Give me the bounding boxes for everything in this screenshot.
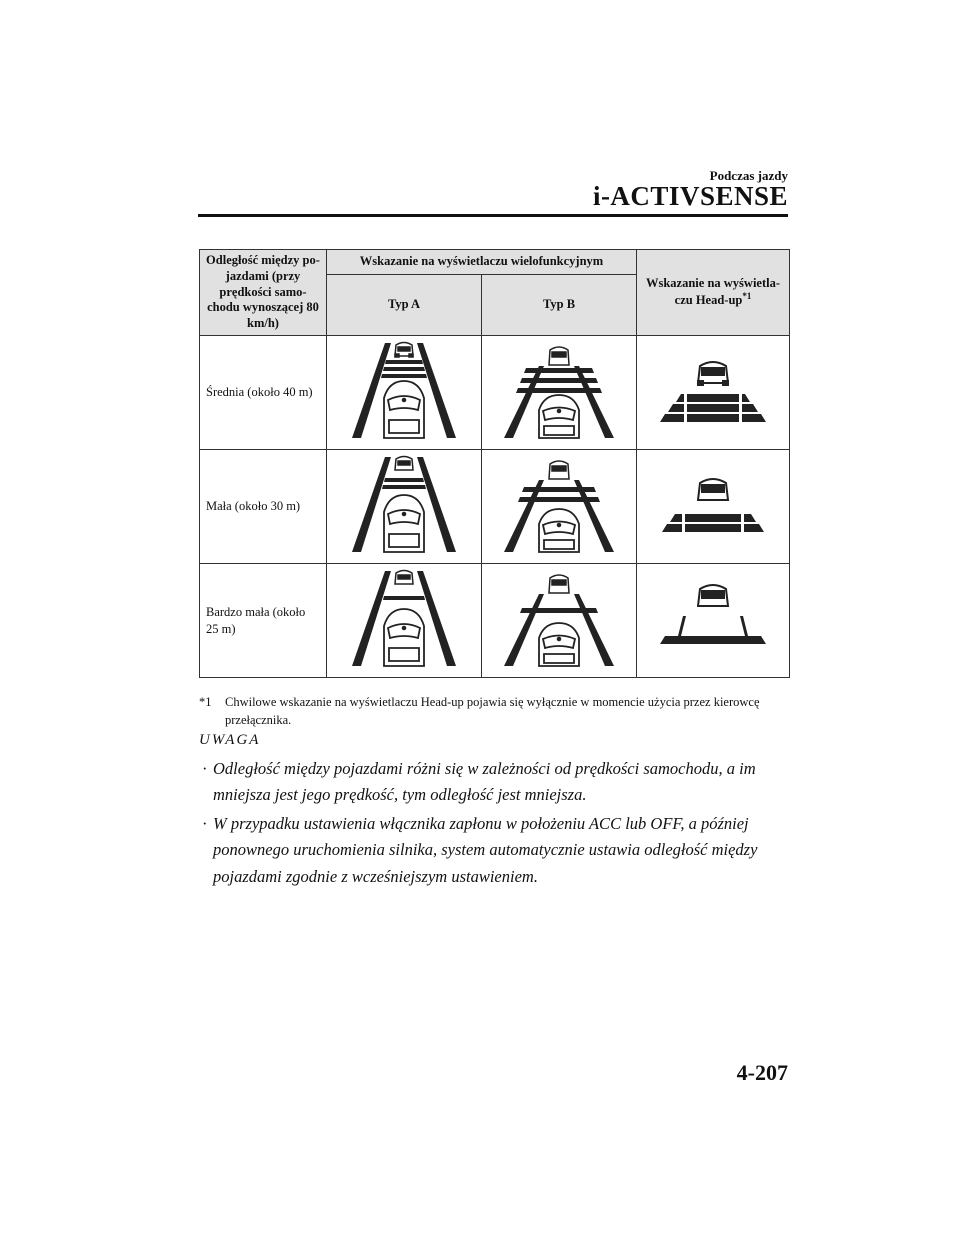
distance-bar-icon [520,608,598,613]
distance-bar-icon [660,616,766,644]
page-number: 4-207 [736,1060,788,1085]
distance-table [199,249,790,678]
car-rear-icon [384,381,424,438]
footnote-mark: *1 [199,695,212,709]
col-header-multi-display: Wskazanie na wyświetlaczu wielofunkcyjnym [327,250,637,275]
table-row [200,336,790,450]
col-header-type-b: Typ B [482,275,637,336]
distance-bar-icon [383,596,425,600]
bullet-icon: · [202,759,208,778]
type-a-display [327,450,482,564]
car-rear-icon [539,395,579,438]
car-icon [395,570,413,584]
distance-bar-icon [662,514,764,532]
table-row [200,564,790,678]
distance-label: Mała (około 30 m) [200,450,327,564]
bullet-icon: · [202,813,208,833]
car-rear-icon [384,609,424,666]
col-header-distance: Odległość między po-jazdami (przy prędkości samo-chodu wynoszącej 80 km/h) [200,250,327,336]
note-text: Odległość między pojazdami różni się w zależności od prędkości samochodu, a im mniejsza jest jego prędkość, tym odległość jest mniejsza. [213,759,756,805]
distance-bar-icon [516,368,602,393]
hud-header-text: Wskazanie na wyświetla-czu Head-up [645,275,781,308]
note-title: UWAGA [199,732,261,748]
note-list [199,756,789,892]
car-icon [698,362,728,385]
car-icon [549,575,569,593]
car-rear-icon [539,509,579,552]
hud-display [637,450,790,564]
car-icon [395,342,413,357]
list-item [199,756,789,809]
note-text: W przypadku ustawienia włącznika zapłonu w położeniu ACC lub OFF, a później ponownego uruchomienia silnika, system automatycznie ustawia odległość między pojazdami zgodnie z wcześniejszym ustawieniem. [213,813,758,886]
distance-bar-icon [518,487,600,502]
distance-bar-icon [382,478,426,489]
distance-bar-icon [381,360,427,378]
type-b-display [482,336,637,450]
car-rear-icon [539,623,579,666]
hud-display [637,564,790,678]
col-header-type-a: Typ A [327,275,482,336]
hud-display [637,336,790,450]
distance-bar-icon [660,394,766,422]
type-a-display [327,564,482,678]
header-rule [198,214,788,217]
car-rear-icon [384,495,424,552]
type-b-display [482,564,637,678]
distance-label: Średnia (około 40 m) [200,336,327,450]
car-icon [698,585,728,606]
footnote [199,693,789,729]
type-a-display [327,336,482,450]
car-icon [698,479,728,500]
hud-footnote-mark: *1 [742,291,752,302]
table-row [200,450,790,564]
car-icon [549,347,569,365]
type-b-display [482,450,637,564]
running-header-title: i-ACTIVSENSE [592,181,788,211]
footnote-text: Chwilowe wskazanie na wyświetlaczu Head-up pojawia się wyłącznie w momencie użycia przez kierowcę przełącznika. [225,695,760,728]
distance-label: Bardzo mała (około 25 m) [200,564,327,678]
car-icon [549,461,569,479]
list-item [199,811,789,890]
col-header-hud [637,250,790,336]
car-icon [395,456,413,470]
running-header-section: Podczas jazdy [709,168,788,183]
